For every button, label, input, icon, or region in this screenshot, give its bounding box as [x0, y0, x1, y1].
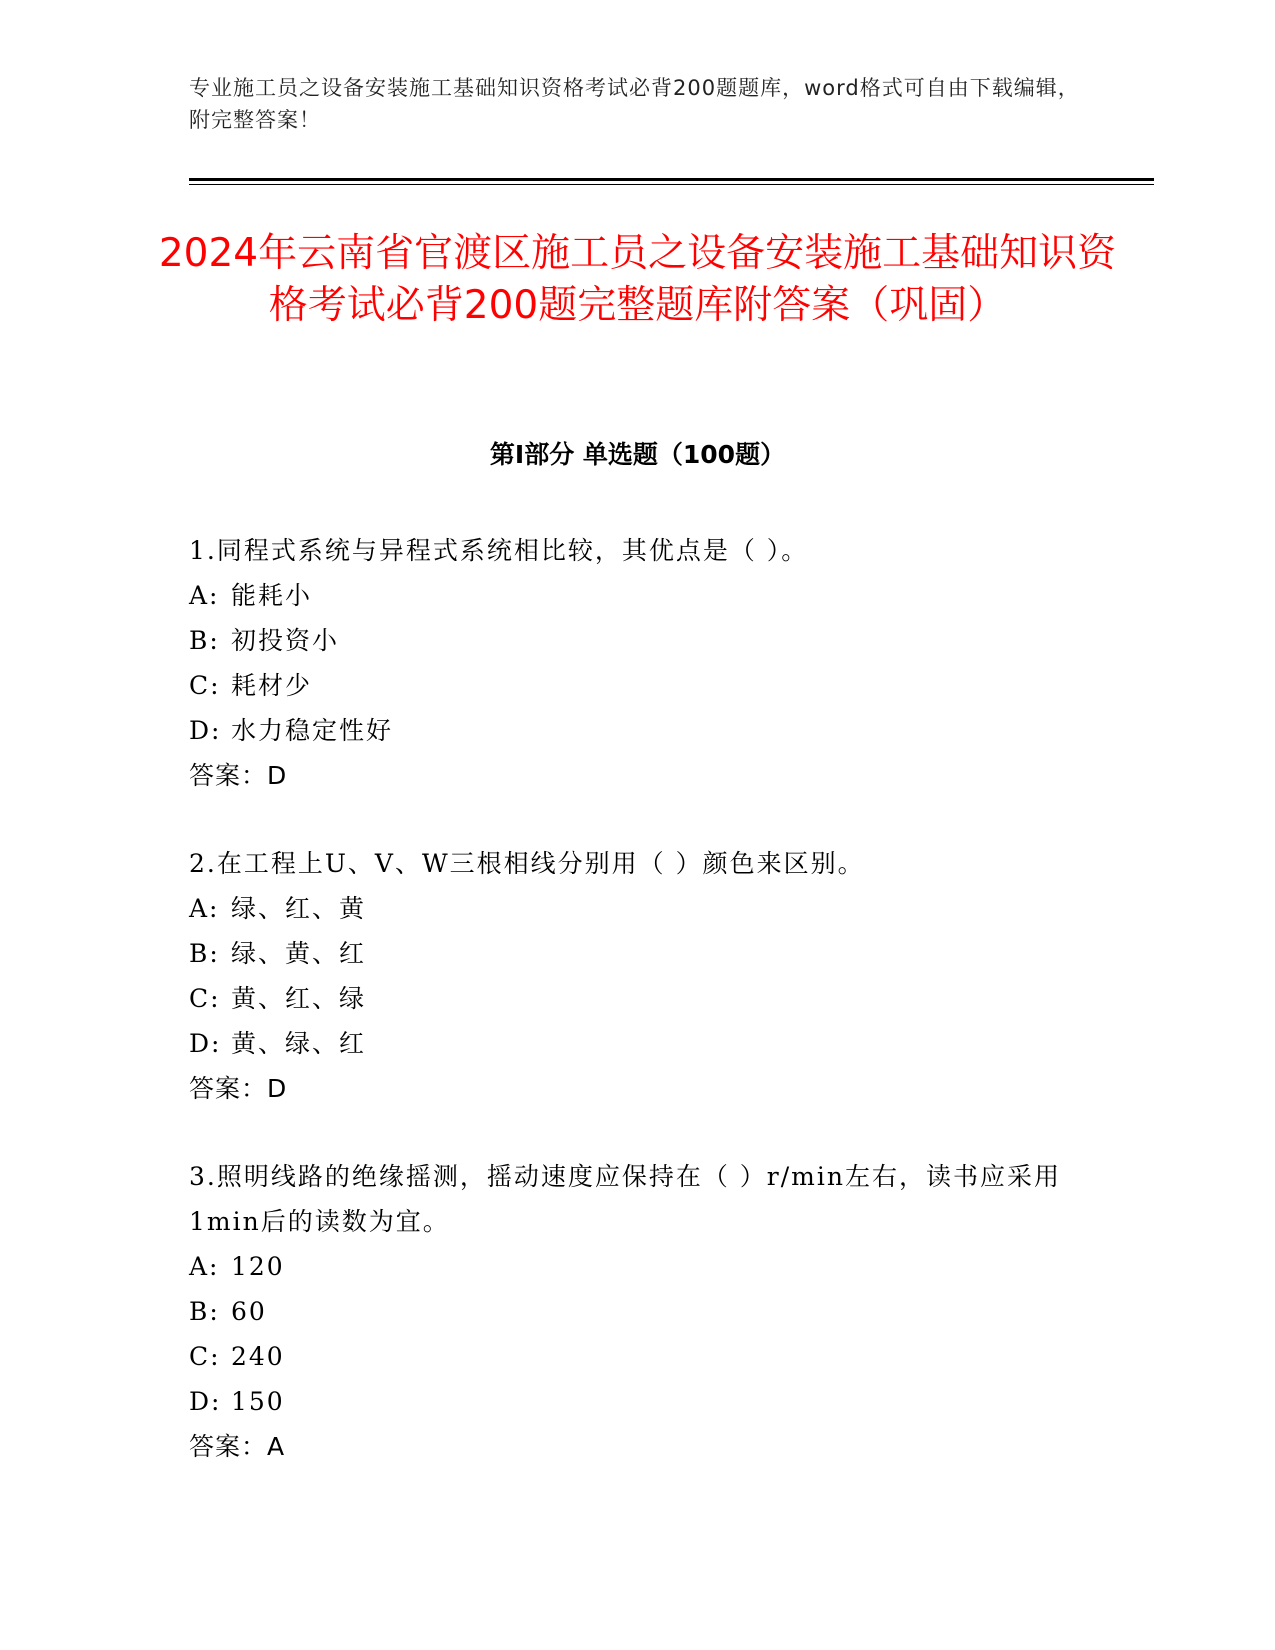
option-d [189, 708, 1089, 753]
option-c [189, 663, 1089, 708]
option-text: 60 [231, 1297, 267, 1326]
answer-line: 答案：D [189, 1074, 288, 1103]
option-text: 能耗小 [231, 581, 313, 610]
option-letter: D: [189, 1029, 222, 1058]
option-letter: C: [189, 671, 221, 700]
question-3 [189, 1154, 1089, 1469]
option-b [189, 618, 1089, 663]
option-text: 绿、红、黄 [231, 894, 367, 923]
option-text: 绿、黄、红 [231, 939, 367, 968]
option-d [189, 1379, 1089, 1424]
option-text: 黄、红、绿 [231, 984, 367, 1013]
option-letter: A: [189, 894, 220, 923]
question-1 [189, 528, 1089, 798]
option-text: 120 [231, 1252, 285, 1281]
option-d [189, 1021, 1089, 1066]
option-letter: C: [189, 984, 221, 1013]
option-letter: C: [189, 1342, 221, 1371]
option-text: 240 [231, 1342, 285, 1371]
option-letter: A: [189, 581, 220, 610]
option-c [189, 1334, 1089, 1379]
option-text: 水力稳定性好 [231, 716, 394, 745]
option-text: 初投资小 [231, 626, 340, 655]
header-rule-thick [189, 178, 1154, 181]
option-a [189, 1244, 1089, 1289]
option-letter: B: [189, 1297, 220, 1326]
option-letter: B: [189, 626, 220, 655]
question-text: 1.同程式系统与异程式系统相比较，其优点是（ ）。 [189, 536, 809, 565]
option-c [189, 976, 1089, 1021]
header-note: 专业施工员之设备安装施工基础知识资格考试必背200题题库，word格式可自由下载编辑，附完整答案！ [189, 76, 1080, 132]
option-letter: D: [189, 1387, 222, 1416]
option-letter: A: [189, 1252, 220, 1281]
question-2 [189, 841, 1089, 1111]
section-heading: 第Ⅰ部分 单选题（100题） [489, 440, 786, 469]
question-text: 2.在工程上U、V、W三根相线分别用（ ）颜色来区别。 [189, 849, 865, 878]
question-text: 3.照明线路的绝缘摇测，摇动速度应保持在（ ）r/min左右，读书应采用1min后的读数为宜。 [189, 1162, 1061, 1236]
document-title: 2024年云南省官渡区施工员之设备安装施工基础知识资格考试必背200题完整题库附答案（巩固） [158, 231, 1117, 328]
answer-line: 答案：A [189, 1432, 286, 1461]
option-letter: D: [189, 716, 222, 745]
option-text: 耗材少 [231, 671, 313, 700]
option-text: 黄、绿、红 [231, 1029, 367, 1058]
option-a [189, 573, 1089, 618]
option-text: 150 [231, 1387, 285, 1416]
answer-line: 答案：D [189, 761, 288, 790]
option-a [189, 886, 1089, 931]
option-b [189, 1289, 1089, 1334]
header-rule-thin [189, 184, 1154, 185]
question-list [189, 528, 1089, 1512]
option-b [189, 931, 1089, 976]
option-letter: B: [189, 939, 220, 968]
